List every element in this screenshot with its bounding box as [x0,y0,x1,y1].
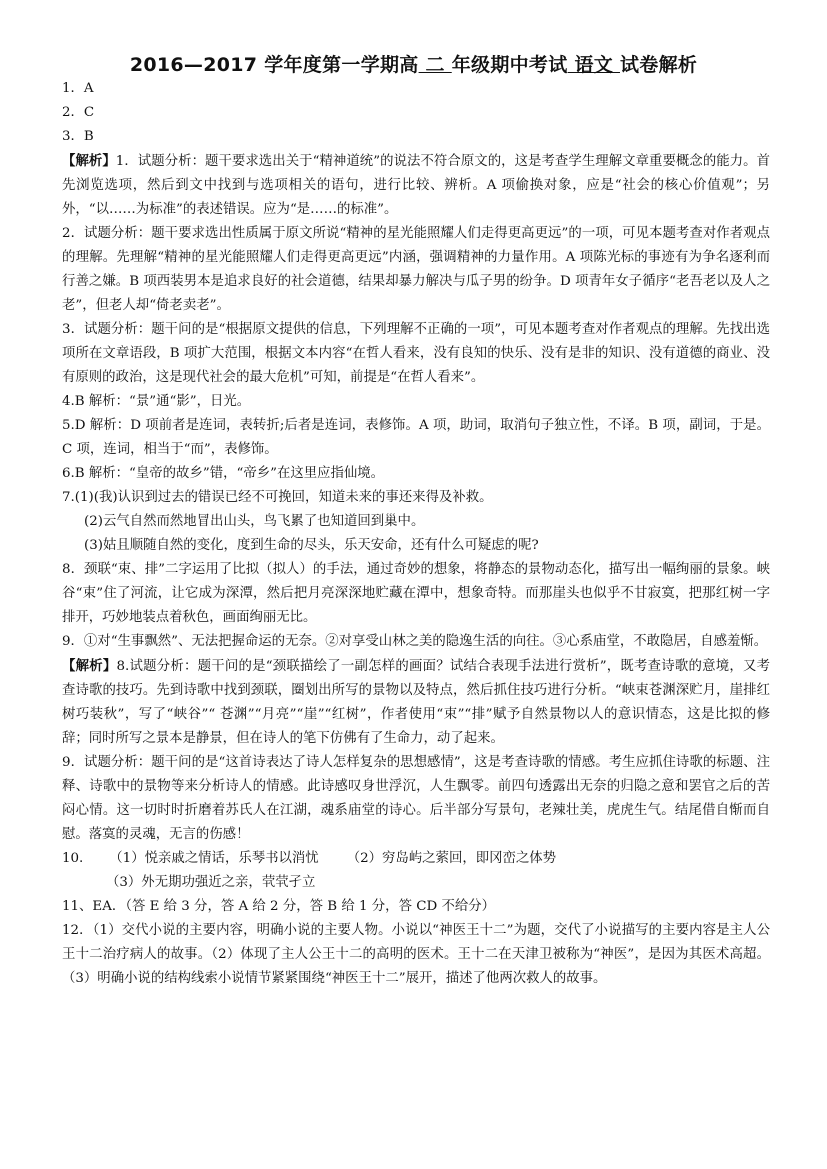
answer-2: 2．C [62,105,95,120]
answer-3: 3．B [62,129,94,144]
analysis-8 [62,654,770,751]
answer-7-2: (2)云气自然而然地冒出山头，鸟飞累了也知道回到巢中。 [84,514,425,529]
answer-7-1: 7.(1)(我)认识到过去的错误已经不可挽回，知道未来的事还来得及补救。 [62,490,493,505]
answer-10-number: 10. [62,851,84,866]
analysis-9: 9．试题分析：题干问的是“这首诗表达了诗人怎样复杂的思想感情”，这是考查诗歌的情感。考生应抓住诗歌的标题、注释、诗歌中的景物等来分析诗人的情感。此诗感叹身世浮沉，人生飘零。前四句透露出无奈的归隐之意和罢官之后的苦闷心情。这一切时时折磨着苏氏人在江湖，魂系庙堂的诗心。后半部分写景句，老辣壮美，虎虎生气。结尾借自惭而自慰。落寞的灵魂，无言的伤感！ [62,755,770,842]
answer-5: 5.D 解析：D 项前者是连词，表转折;后者是连词，表修饰。A 项，助词，取消句子独立性，不译。B 项，副词，于是。C 项，连词，相当于“而”，表修饰。 [62,418,770,457]
answer-1: 1．A [62,81,94,96]
title-suffix: 试卷解析 [619,54,698,76]
title-subject: 语文 [567,54,620,76]
analysis-1-text: 1．试题分析：题干要求选出关于“精神道统”的说法不符合原文的，这是考查学生理解文章重要概念的能力。首先浏览选项，然后到文中找到与选项相关的语句，进行比较、辨析。A 项偷换对象，应是“社会的核心价值观”；另外，“以……为标准”的表述错误。应为“是……的标准”。 [62,154,770,217]
title-prefix: 2016—2017 学年度第一学期高 [129,54,419,76]
answer-9: 9．①对“生事飘然”、无法把握命运的无奈。②对享受山林之美的隐逸生活的向往。③心系庙堂，不敢隐居，自感羞惭。 [62,634,768,649]
answer-11: 11、EA．（答 E 给 3 分，答 A 给 2 分，答 B 给 1 分，答 CD 不给分） [62,899,496,914]
title-mid: 年级期中考试 [451,54,568,76]
title-grade: 二 [418,54,452,76]
page-title [0,50,827,77]
analysis-3: 3．试题分析：题干问的是“根据原文提供的信息，下列理解不正确的一项”，可见本题考查对作者观点的理解。先找出选项所在文章语段，B 项扩大范围，根据文本内容“在哲人看来，没有良知的快乐、没有是非的知识、没有道德的商业、没有原则的政治，这是现代社会的最大危机”可知，前提是“在哲人看来”。 [62,322,770,385]
answer-10-2: （2）穷岛屿之萦回，即冈峦之体势 [346,851,557,866]
answer-6: 6.B 解析：“皇帝的故乡”错，“帝乡”在这里应指仙境。 [62,466,385,481]
answer-8: 8．颈联“束、排”二字运用了比拟（拟人）的手法，通过奇妙的想象，将静态的景物动态化，描写出一幅绚丽的景象。峡谷“束”住了河流，让它成为深潭，然后把月亮深深地贮藏在潭中，想象奇特。而那崖头也似乎不甘寂寞，把那红树一字排开，巧妙地装点着秋色，画面绚丽无比。 [62,562,770,625]
answer-4: 4.B 解析：“景”通“影”，日光。 [62,394,251,409]
analysis-1 [62,149,770,222]
answer-10-3: （3）外无期功强近之亲，茕茕孑立 [106,875,316,890]
answer-10-1: （1）悦亲戚之情话，乐琴书以消忧 [109,851,319,866]
answer-7-3: (3)姑且顺随自然的变化，度到生命的尽头，乐天安命，还有什么可疑虑的呢? [84,538,539,553]
answer-10 [62,847,770,871]
analysis-8-text: 8.试题分析：题干问的是“颈联描绘了一副怎样的画面？试结合表现手法进行赏析”，既考查诗歌的意境，又考查诗歌的技巧。先到诗歌中找到颈联，圈划出所写的景物以及特点，然后抓住技巧进行分析。“峡束苍渊深贮月，崖排红树巧装秋”，写了“峡谷”“ 苍渊”“月亮”“崖”“红树”，作者使用“束”“排”赋予自然景物以人的意识情态，这是比拟的修辞；同时所写之景本是静景，但在诗人的笔下仿佛有了生命力，动了起来。 [62,659,771,746]
answer-12: 12．（1）交代小说的主要内容，明确小说的主要人物。小说以“神医王十二”为题，交代了小说描写的主要内容是主人公王十二治疗病人的故事。（2）体现了主人公王十二的高明的医术。王十二在天津卫被称为“神医”，是因为其医术高超。（3）明确小说的结构线索小说情节紧紧围绕“神医王十二”展开，描述了他两次救人的故事。 [62,923,770,986]
analysis-tag: 【解析】 [62,658,117,674]
document-body [62,77,770,991]
analysis-tag: 【解析】 [62,153,116,169]
analysis-2: 2．试题分析：题干要求选出性质属于原文所说“精神的星光能照耀人们走得更高更远”的一项，可见本题考查对作者观点的理解。先理解“精神的星光能照耀人们走得更高更远”内涵，强调精神的力量作用。A 项陈光标的事迹有为争名逐利而行善之嫌。B 项西装男本是追求良好的社会道德，结果却暴力解决与瓜子男的纷争。D 项青年女子循序“老吾老以及人之老”，但老人却“倚老卖老”。 [62,226,770,313]
